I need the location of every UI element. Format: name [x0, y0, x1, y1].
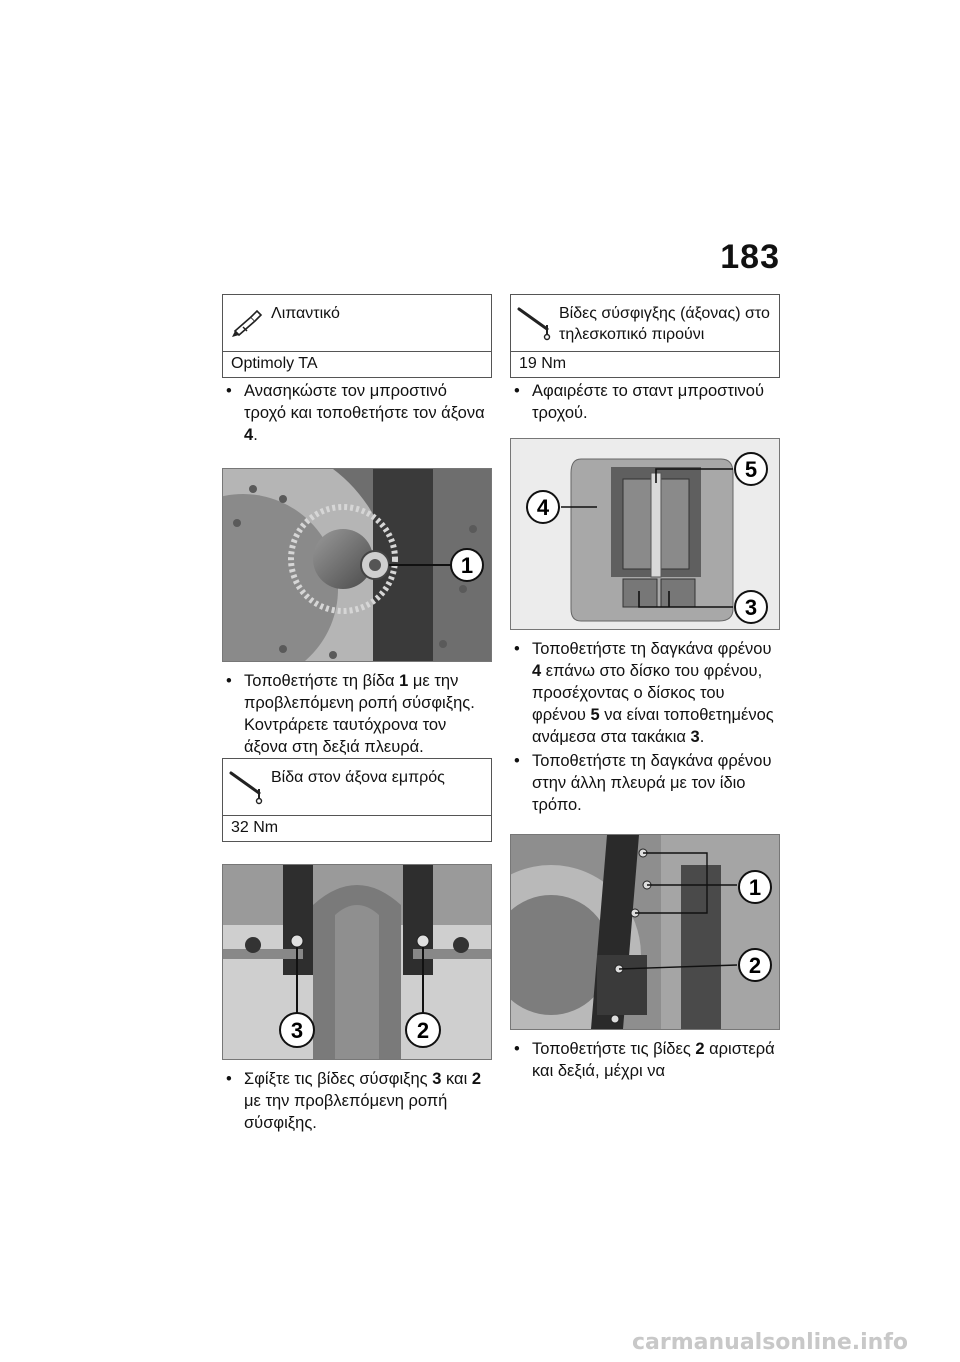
instruction-bullet: • Ανασηκώστε τον μπροστινό τροχό και τοποθετήστε τον άξονα 4. [226, 382, 485, 444]
callout-1: 1 [460, 553, 474, 578]
torque-wrench-icon [517, 303, 553, 343]
photo-brake-caliper [510, 438, 780, 630]
spec-title: Βίδα στον άξονα εμπρός [271, 769, 445, 786]
caliper-bolts-illustration [511, 835, 779, 1029]
spec-value: Optimoly TA [231, 355, 318, 372]
ref-number: 4 [244, 426, 254, 444]
instruction-bullet: • Τοποθετήστε τη βίδα 1 με την προβλεπόμενη ροπή σύσφιξης. Κοντράρετε ταυτόχρονα τον άξονα στη δεξιά πλευρά. [226, 672, 475, 756]
callout-4: 4 [536, 495, 550, 520]
lubricant-spec-box [222, 294, 492, 378]
spec-header [511, 295, 779, 352]
spec-value: 32 Nm [231, 819, 279, 836]
instruction-bullet: • Τοποθετήστε τις βίδες 2 αριστερά και δεξιά, μέχρι να [514, 1040, 775, 1080]
spec-title: Λιπαντικό [271, 305, 340, 322]
instruction-bullet: • Τοποθετήστε τη δαγκάνα φρένου στην άλλη πλευρά με τον ίδιο τρόπο. [514, 752, 772, 814]
ref-number: 3 [432, 1070, 442, 1088]
ref-number: 3 [690, 728, 700, 746]
watermark: carmanualsonline.info [632, 1330, 908, 1355]
ref-number: 2 [695, 1040, 705, 1058]
fork-clamp-illustration [223, 865, 491, 1059]
callout-2: 2 [416, 1018, 430, 1043]
torque-wrench-icon [229, 767, 265, 807]
spec-value: 19 Nm [519, 355, 567, 372]
grease-gun-icon [229, 303, 265, 343]
brake-caliper-illustration [511, 439, 779, 629]
photo-brake-caliper-bolts [510, 834, 780, 1030]
ref-number: 5 [590, 706, 600, 724]
ref-number: 4 [532, 662, 542, 680]
callout-3: 3 [744, 595, 758, 620]
spec-header [223, 759, 491, 816]
spec-header [223, 295, 491, 352]
photo-axle-bolt [222, 468, 492, 662]
axle-bolt-illustration [223, 469, 491, 661]
torque-spec-box [222, 758, 492, 842]
ref-number: 2 [471, 1070, 482, 1088]
page-number: 183 [720, 238, 780, 276]
instruction-bullet: • Τοποθετήστε τη δαγκάνα φρένου 4 επάνω στο δίσκο του φρένου, προσέχοντας ο δίσκος του φρένου 5 να είναι τοποθετημένος ανάμεσα στα τακάκια 3. [514, 640, 774, 746]
callout-2: 2 [748, 953, 762, 978]
right-column [510, 294, 780, 1082]
callout-5: 5 [744, 457, 758, 482]
instruction-bullet: • Σφίξτε τις βίδες σύσφιξης 3 και 2 με την προβλεπόμενη ροπή σύσφιξης. [226, 1070, 482, 1132]
callout-3: 3 [290, 1018, 304, 1043]
ref-number: 1 [399, 672, 409, 690]
left-column [222, 294, 492, 1134]
instruction-bullet: • Αφαιρέστε το σταντ μπροστινού τροχού. [514, 382, 764, 422]
callout-1: 1 [748, 875, 762, 900]
spec-title: Βίδες σύσφιγξης (άξονας) στο τηλεσκοπικό πιρούνι [559, 305, 770, 343]
photo-fork-clamp-bolts [222, 864, 492, 1060]
torque-spec-box [510, 294, 780, 378]
